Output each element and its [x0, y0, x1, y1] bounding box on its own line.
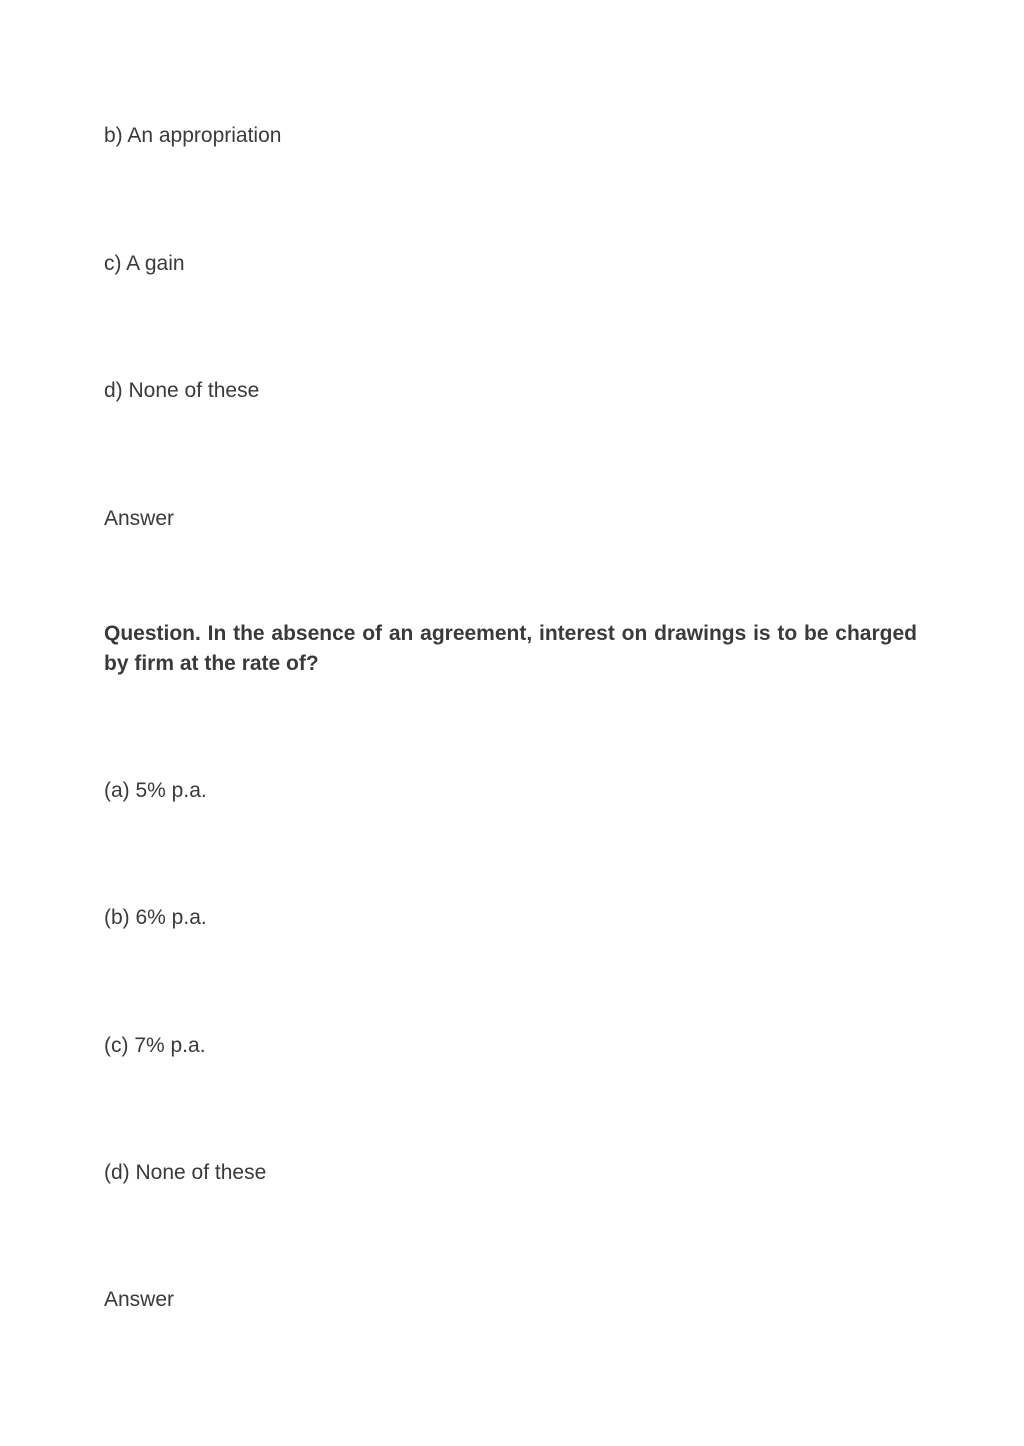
- option-a-text: (a) 5% p.a.: [104, 779, 207, 802]
- option-d-text: d) None of these: [104, 379, 260, 402]
- option-d-text: (d) None of these: [104, 1161, 267, 1184]
- option-c-text: (c) 7% p.a.: [104, 1034, 206, 1057]
- answer-label: Answer: [104, 1288, 175, 1311]
- option-b-text: (b) 6% p.a.: [104, 906, 207, 929]
- answer-label: Answer: [104, 507, 175, 530]
- option-c-text: c) A gain: [104, 252, 185, 275]
- question-text: Question. In the absence of an agreement, interest on drawings is to be charged by firm at the rate of?: [104, 622, 917, 675]
- option-b-text: b) An appropriation: [104, 124, 282, 147]
